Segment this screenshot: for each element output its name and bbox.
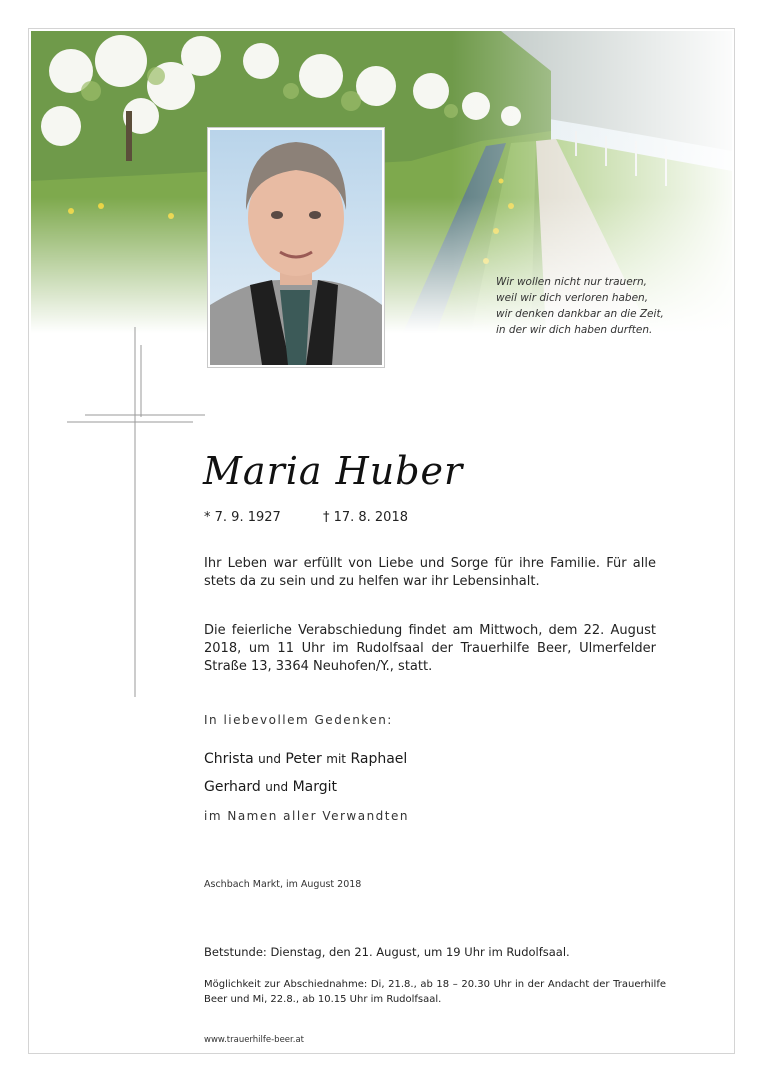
parte-card — [28, 28, 735, 1054]
website-link[interactable]: www.trauerhilfe-beer.at — [204, 1035, 304, 1045]
death-date: † 17. 8. 2018 — [322, 510, 408, 525]
mourner-name: Margit — [292, 779, 337, 795]
birth-date: * 7. 9. 1927 — [204, 510, 281, 525]
mourners-list — [204, 745, 407, 801]
mourner-name: Raphael — [350, 751, 408, 767]
mourner-name: Peter — [285, 751, 322, 767]
farewell-notice: Möglichkeit zur Abschiednahme: Di, 21.8., ab 18 – 20.30 Uhr in der Andacht der Trauerhilfe Beer und Mi, 22.8., ab 10.15 Uhr im Rudolfsaal. — [204, 979, 666, 1005]
cross-icon — [65, 327, 207, 699]
mourner-name: Gerhard — [204, 779, 261, 795]
mourning-closing: im Namen aller Verwandten — [204, 809, 409, 823]
connector: mit — [326, 752, 346, 766]
quote-line: in der wir dich haben durften. — [496, 324, 653, 336]
portrait-photo — [207, 127, 385, 368]
memorial-quote — [496, 274, 726, 338]
mourner-name: Christa — [204, 751, 254, 767]
life-paragraph: Ihr Leben war erfüllt von Liebe und Sorge für ihre Familie. Für alle stets da zu sein und zu helfen war ihr Lebensinhalt. — [204, 556, 656, 589]
life-dates — [204, 510, 408, 525]
mourners-line — [204, 773, 407, 801]
ceremony-paragraph: Die feierliche Verabschiedung findet am Mittwoch, dem 22. August 2018, um 11 Uhr im Rudolfsaal der Trauerhilfe Beer, Ulmerfelder Straße 13, 3364 Neuhofen/Y., statt. — [204, 623, 656, 674]
quote-line: weil wir dich verloren haben, — [496, 292, 649, 304]
mourning-intro: In liebevollem Gedenken: — [204, 713, 393, 727]
mourners-line — [204, 745, 407, 773]
place-date: Aschbach Markt, im August 2018 — [204, 879, 362, 890]
connector: und — [258, 752, 281, 766]
quote-line: wir denken dankbar an die Zeit, — [496, 308, 664, 320]
connector: und — [265, 780, 289, 794]
quote-line: Wir wollen nicht nur trauern, — [496, 276, 647, 288]
prayer-hour-notice: Betstunde: Dienstag, den 21. August, um 19 Uhr im Rudolfsaal. — [204, 945, 570, 959]
deceased-name: Maria Huber — [203, 449, 464, 493]
